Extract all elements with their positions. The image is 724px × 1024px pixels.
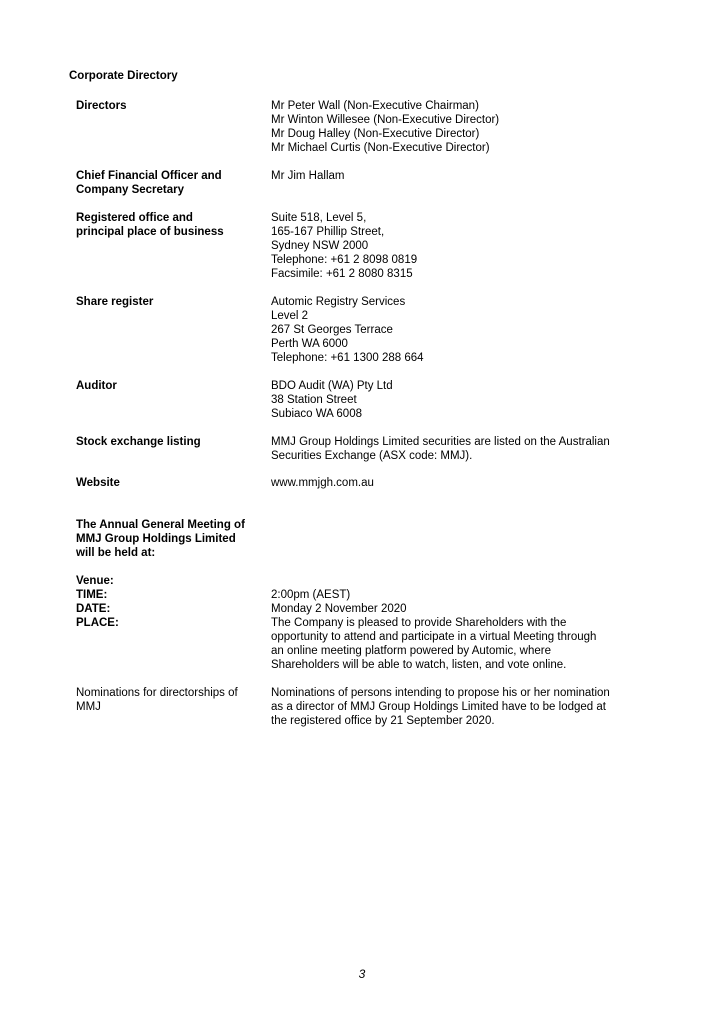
time-label: TIME: <box>76 589 108 601</box>
auditor-label: Auditor <box>76 380 117 392</box>
address-line: Sydney NSW 2000 <box>271 240 369 252</box>
nominations-label <box>76 686 261 714</box>
place-label: PLACE: <box>76 617 119 629</box>
director-entry: Mr Winton Willesee (Non-Executive Director) <box>271 114 500 126</box>
text-line: Shareholders will be able to watch, listen, and vote online. <box>271 659 567 671</box>
agm-intro <box>76 518 276 560</box>
directors-list <box>271 99 651 155</box>
text-line: as a director of MMJ Group Holdings Limited have to be lodged at <box>271 701 606 713</box>
agm-intro-line: will be held at: <box>76 547 156 559</box>
cfo-value <box>271 169 651 183</box>
date-label: DATE: <box>76 603 111 615</box>
cfo-label-line: Chief Financial Officer and <box>76 170 222 182</box>
cfo-label-line: Company Secretary <box>76 184 185 196</box>
website-label: Website <box>76 477 120 489</box>
address-line: Perth WA 6000 <box>271 338 348 350</box>
directors-label: Directors <box>76 100 127 112</box>
text-line: Securities Exchange (ASX code: MMJ). <box>271 450 473 462</box>
agm-intro-line: The Annual General Meeting of <box>76 519 245 531</box>
address-line: 267 St Georges Terrace <box>271 324 393 336</box>
text-line: Nominations of persons intending to propose his or her nomination <box>271 687 610 699</box>
address-line: Automic Registry Services <box>271 296 406 308</box>
place-value <box>271 616 651 672</box>
agm-intro-line: MMJ Group Holdings Limited <box>76 533 236 545</box>
registered-office-label <box>76 211 261 239</box>
page-title: Corporate Directory <box>69 70 178 82</box>
stock-exchange-label: Stock exchange listing <box>76 436 201 448</box>
page-number: 3 <box>358 967 366 981</box>
stock-exchange-text <box>271 435 651 463</box>
date-value: Monday 2 November 2020 <box>271 603 407 615</box>
auditor-address <box>271 379 651 421</box>
nominations-text <box>271 686 651 728</box>
director-entry: Mr Michael Curtis (Non-Executive Director) <box>271 142 490 154</box>
text-line: The Company is pleased to provide Shareholders with the <box>271 617 567 629</box>
text-line: an online meeting platform powered by Automic, where <box>271 645 551 657</box>
venue-label: Venue: <box>76 575 114 587</box>
address-line: Level 2 <box>271 310 309 322</box>
address-line: BDO Audit (WA) Pty Ltd <box>271 380 393 392</box>
time-value: 2:00pm (AEST) <box>271 589 351 601</box>
share-register-address <box>271 295 651 365</box>
cfo-name: Mr Jim Hallam <box>271 170 345 182</box>
telephone-line: Telephone: +61 1300 288 664 <box>271 352 424 364</box>
website-link[interactable]: www.mmjgh.com.au <box>271 477 374 489</box>
text-line: MMJ Group Holdings Limited securities are listed on the Australian <box>271 436 610 448</box>
address-line: 165-167 Phillip Street, <box>271 226 385 238</box>
address-line: Subiaco WA 6008 <box>271 408 362 420</box>
text-line: the registered office by 21 September 2020. <box>271 715 495 727</box>
registered-office-label-line: Registered office and <box>76 212 193 224</box>
cfo-label <box>76 169 261 197</box>
director-entry: Mr Doug Halley (Non-Executive Director) <box>271 128 480 140</box>
director-entry: Mr Peter Wall (Non-Executive Chairman) <box>271 100 479 112</box>
address-line: Suite 518, Level 5, <box>271 212 367 224</box>
text-line: opportunity to attend and participate in a virtual Meeting through <box>271 631 597 643</box>
nominations-label-line: MMJ <box>76 701 101 713</box>
nominations-label-line: Nominations for directorships of <box>76 687 238 699</box>
address-line: 38 Station Street <box>271 394 357 406</box>
share-register-label: Share register <box>76 296 154 308</box>
facsimile-line: Facsimile: +61 2 8080 8315 <box>271 268 413 280</box>
registered-office-label-line: principal place of business <box>76 226 224 238</box>
website-value <box>271 476 651 490</box>
telephone-line: Telephone: +61 2 8098 0819 <box>271 254 418 266</box>
registered-office-address <box>271 211 651 281</box>
